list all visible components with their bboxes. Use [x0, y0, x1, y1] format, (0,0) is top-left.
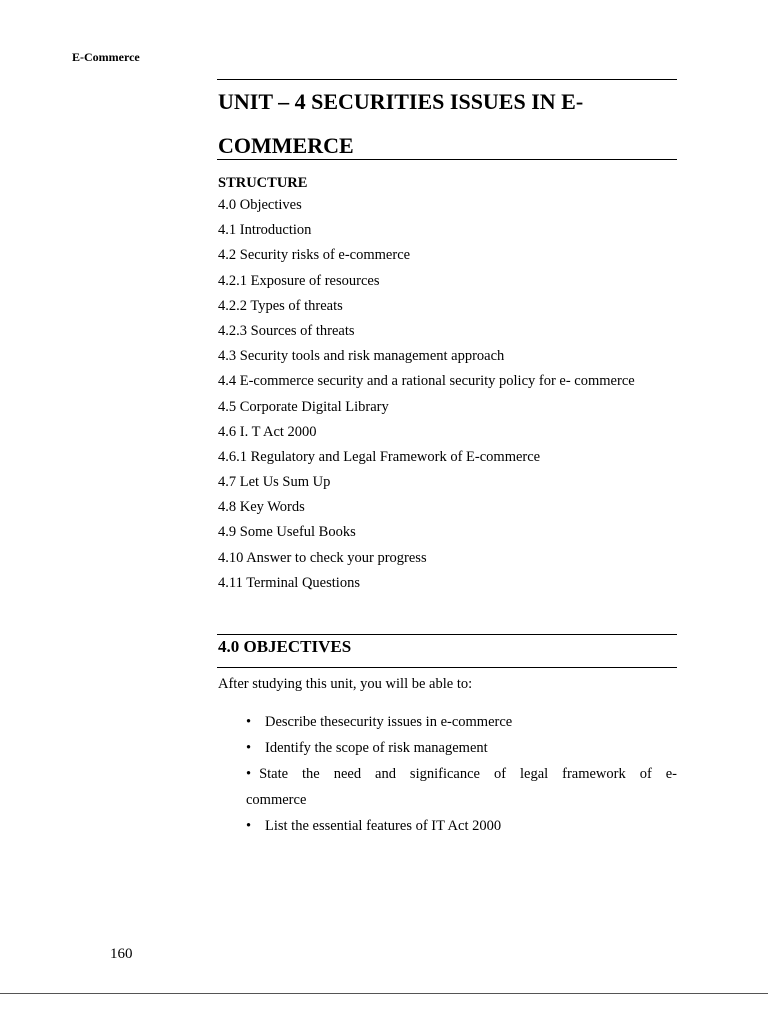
structure-item: 4.2.1 Exposure of resources [218, 272, 380, 289]
structure-list [218, 196, 677, 599]
unit-title-line-2: COMMERCE [218, 133, 354, 158]
structure-item: 4.5 Corporate Digital Library [218, 398, 389, 415]
objective-text: Describe thesecurity issues in e-commerce [265, 714, 513, 730]
objective-text: Identify the scope of risk management [265, 740, 488, 756]
structure-item: 4.3 Security tools and risk management approach [218, 348, 505, 365]
objectives-list [246, 709, 677, 839]
objective-item [246, 735, 677, 761]
structure-item: 4.2 Security risks of e-commerce [218, 247, 411, 264]
structure-heading: STRUCTURE [218, 175, 308, 191]
structure-item: 4.8 Key Words [218, 499, 305, 516]
structure-item: 4.10 Answer to check your progress [218, 549, 427, 566]
structure-item: 4.6.1 Regulatory and Legal Framework of E-commerce [218, 448, 541, 465]
structure-item: 4.6 I. T Act 2000 [218, 423, 317, 440]
objective-item [246, 813, 677, 839]
structure-item: 4.2.2 Types of threats [218, 297, 343, 314]
structure-item: 4.9 Some Useful Books [218, 524, 356, 541]
bullet-icon: • [246, 818, 252, 834]
running-header: E-Commerce [72, 50, 140, 64]
unit-title [218, 80, 677, 168]
structure-item: 4.4 E-commerce security and a rational security policy for e- commerce [218, 373, 635, 390]
bullet-icon: • [246, 714, 252, 730]
structure-item: 4.0 Objectives [218, 197, 302, 213]
bullet-icon: • [246, 740, 252, 756]
structure-item: 4.7 Let Us Sum Up [218, 474, 331, 491]
objective-text-line-1 [246, 761, 677, 787]
structure-item: 4.1 Introduction [218, 222, 312, 239]
objective-item [246, 709, 677, 735]
objective-text: List the essential features of IT Act 2000 [265, 818, 502, 834]
page-number: 160 [110, 946, 133, 962]
objective-text-line-2: commerce [246, 792, 307, 808]
footer-rule [0, 993, 768, 994]
title-bottom-rule [217, 159, 677, 160]
objective-text: State the need and significance of legal framework of e- [259, 766, 677, 782]
structure-item: 4.11 Terminal Questions [218, 574, 360, 591]
objectives-heading: 4.0 OBJECTIVES [218, 637, 352, 656]
unit-title-line-1: UNIT – 4 SECURITIES ISSUES IN E- [218, 89, 584, 114]
objectives-top-rule [217, 634, 677, 635]
objective-item [246, 761, 677, 813]
structure-item: 4.2.3 Sources of threats [218, 322, 355, 339]
bullet-icon: • [246, 766, 252, 782]
objectives-intro: After studying this unit, you will be able to: [218, 676, 473, 692]
objectives-bottom-rule [217, 667, 677, 668]
structure-section [218, 174, 677, 599]
